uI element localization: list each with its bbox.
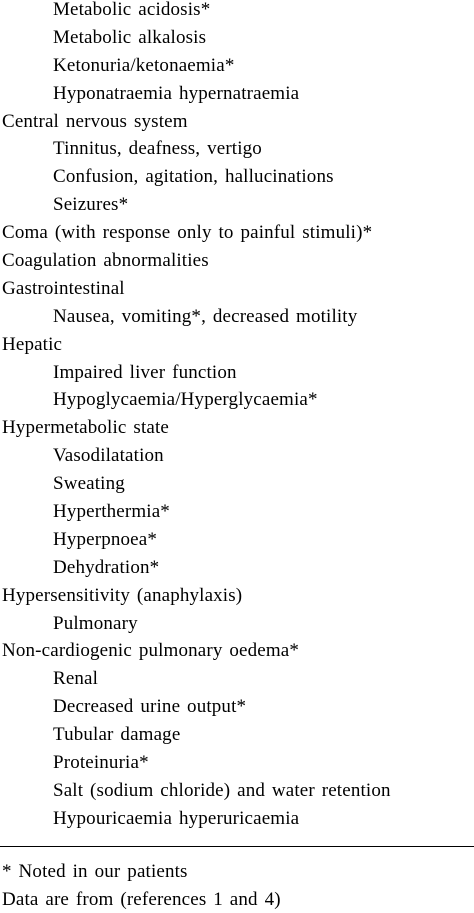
subitem-row: Metabolic acidosis* xyxy=(53,0,211,20)
subitem-row: Dehydration* xyxy=(53,556,160,578)
category-row: Hypermetabolic state xyxy=(2,417,169,439)
category-row: Non-cardiogenic pulmonary oedema* xyxy=(2,640,300,662)
subitem-row: Tubular damage xyxy=(53,724,181,746)
table-divider xyxy=(0,846,474,847)
subitem-row: Hypoglycaemia/Hyperglycaemia* xyxy=(53,389,318,411)
category-row: Coma (with response only to painful stimuli)* xyxy=(2,222,373,244)
category-row: Central nervous system xyxy=(2,110,188,132)
category-row: Coagulation abnormalities xyxy=(2,250,209,272)
subitem-row: Nausea, vomiting*, decreased motility xyxy=(53,305,358,327)
category-row: Hypersensitivity (anaphylaxis) xyxy=(2,584,243,606)
subitem-row: Hyponatraemia hypernatraemia xyxy=(53,82,300,104)
subitem-row: Decreased urine output* xyxy=(53,696,247,718)
subitem-row: Impaired liver function xyxy=(53,361,237,383)
footnote-line: Data are from (references 1 and 4) xyxy=(2,888,281,910)
subitem-row: Vasodilatation xyxy=(53,445,164,467)
subitem-row: Tinnitus, deafness, vertigo xyxy=(53,138,262,160)
subitem-row: Metabolic alkalosis xyxy=(53,26,207,48)
subitem-row: Ketonuria/ketonaemia* xyxy=(53,54,235,76)
category-row: Gastrointestinal xyxy=(2,277,125,299)
table-footnotes xyxy=(0,858,474,913)
subitem-row: Hyperthermia* xyxy=(53,501,170,523)
subitem-row: Salt (sodium chloride) and water retention xyxy=(53,779,391,801)
subitem-row: Renal xyxy=(53,668,99,690)
subitem-row: Sweating xyxy=(53,473,125,495)
subitem-row: Seizures* xyxy=(53,194,129,216)
subitem-row: Proteinuria* xyxy=(53,752,149,774)
subitem-row: Confusion, agitation, hallucinations xyxy=(53,166,334,188)
subitem-row: Hyperpnoea* xyxy=(53,528,157,550)
subitem-row: Pulmonary xyxy=(53,612,138,634)
category-row: Hepatic xyxy=(2,333,63,355)
subitem-row: Hypouricaemia hyperuricaemia xyxy=(53,807,300,829)
footnote-line: * Noted in our patients xyxy=(2,861,188,882)
